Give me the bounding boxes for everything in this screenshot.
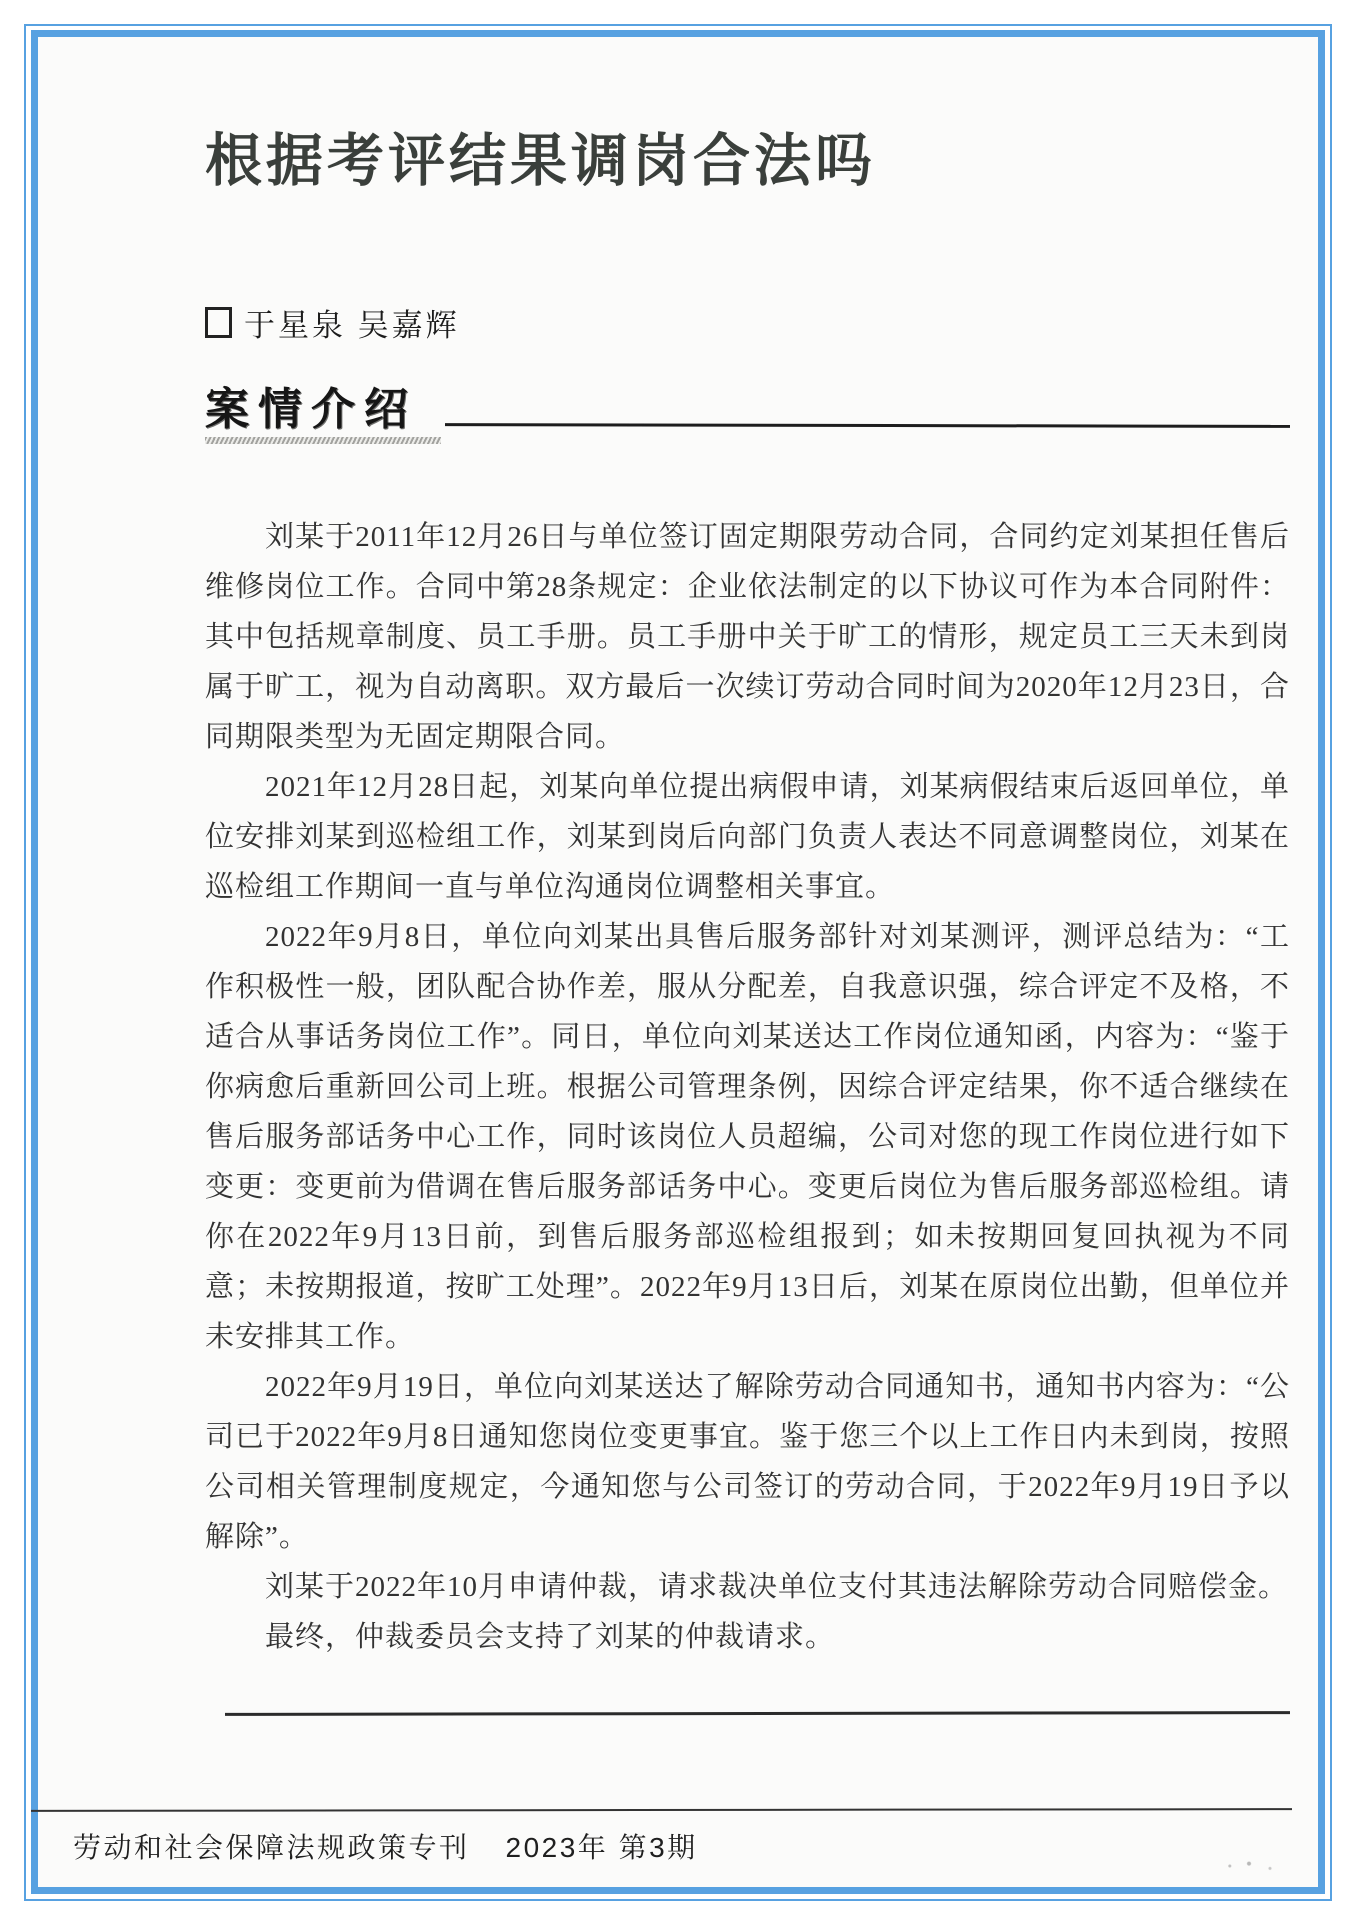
- paragraph-case-6: 最终，仲裁委员会支持了刘某的仲裁请求。: [265, 1621, 836, 1653]
- paragraph-case-1: 刘某于2011年12月26日与单位签订固定期限劳动合同，合同约定刘某担任售后维修岗位工作。合同中第28条规定：企业依法制定的以下协议可作为本合同附件：其中包括规章制度、员工手册。员工手册中关于旷工的情形，规定员工三天未到岗属于旷工，视为自动离职。双方最后一次续订劳动合同时间为2020年12月23日，合同期限类型为无固定期限合同。: [205, 521, 1290, 753]
- paragraph-case-2: 2021年12月28日起，刘某向单位提出病假申请，刘某病假结束后返回单位，单位安排刘某到巡检组工作，刘某到岗后向部门负责人表达不同意调整岗位，刘某在巡检组工作期间一直与单位沟通岗位调整相关事宜。: [205, 771, 1290, 903]
- article-body: [205, 512, 1290, 1662]
- paragraph-case-3: 2022年9月8日，单位向刘某出具售后服务部针对刘某测评，测评总结为：“工作积极性一般，团队配合协作差，服从分配差，自我意识强，综合评定不及格，不适合从事话务岗位工作”。同日，单位向刘某送达工作岗位通知函，内容为：“鉴于你病愈后重新回公司上班。根据公司管理条例，因综合评定结果，你不适合继续在售后服务部话务中心工作，同时该岗位人员超编，公司对您的现工作岗位进行如下变更：变更前为借调在售后服务部话务中心。变更后岗位为售后服务部巡检组。请你在2022年9月13日前，到售后服务部巡检组报到；如未按期回复回执视为不同意；未按期报道，按旷工处理”。2022年9月13日后，刘某在原岗位出勤，但单位并未安排其工作。: [205, 921, 1290, 1353]
- page-footer: [73, 1826, 698, 1866]
- section-header: [205, 385, 1290, 444]
- journal-name: 劳动和社会保障法规政策专刊: [73, 1832, 470, 1863]
- author-marker-square-icon: [205, 307, 232, 338]
- article-title: 根据考评结果调岗合法吗: [205, 130, 876, 193]
- paragraph-case-4: 2022年9月19日，单位向刘某送达了解除劳动合同通知书，通知书内容为：“公司已于2022年9月8日通知您岗位变更事宜。鉴于您三个以上工作日内未到岗，按照公司相关管理制度规定，今通知您与公司签订的劳动合同，于2022年9月19日予以解除”。: [205, 1371, 1290, 1553]
- section-heading: 案情介绍: [205, 385, 417, 434]
- scan-speckle-artifact: [1225, 1860, 1285, 1872]
- section-rule: [445, 423, 1290, 428]
- heading-hatch-decoration: [205, 437, 441, 444]
- author-names: 于星泉 吴嘉辉: [244, 308, 460, 343]
- paragraph-case-5: 刘某于2022年10月申请仲裁，请求裁决单位支付其违法解除劳动合同赔偿金。: [265, 1571, 1289, 1603]
- section-heading-wrap: [205, 385, 441, 444]
- byline: [205, 300, 460, 345]
- issue-label: 2023年 第3期: [505, 1832, 698, 1863]
